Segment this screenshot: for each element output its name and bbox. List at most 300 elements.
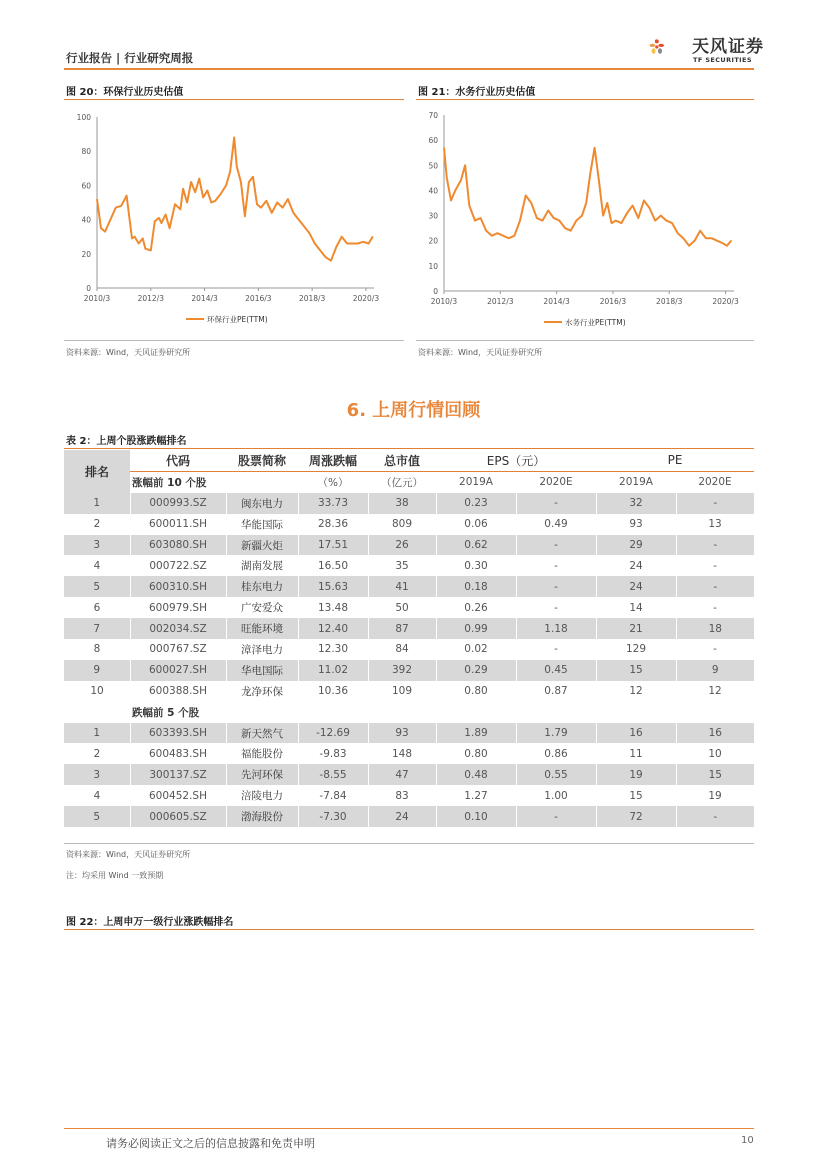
chart-water-pe — [416, 105, 754, 335]
cell-code: 600011.SH — [149, 518, 207, 531]
data-point — [655, 220, 656, 221]
data-point — [180, 209, 181, 210]
data-point — [368, 243, 369, 244]
logo-name-cn: 天风证券 — [692, 37, 764, 57]
data-point — [607, 202, 608, 203]
cell-pe-2020: 10 — [708, 747, 722, 760]
cell-pe-2019: 21 — [596, 618, 676, 639]
cell-pe-2019: 11 — [629, 747, 643, 760]
header-cap-unit: （亿元） — [381, 476, 423, 489]
cell-eps-2020: - — [554, 601, 558, 614]
data-point — [503, 235, 504, 236]
data-point — [486, 230, 487, 231]
data-point — [660, 215, 661, 216]
cell-rank: 5 — [64, 576, 130, 597]
data-point — [576, 220, 577, 221]
cell-cap: 83 — [395, 789, 409, 802]
x-tick-label: 2010/3 — [430, 297, 458, 306]
data-point — [271, 212, 272, 213]
cell-pe-2020: - — [676, 576, 754, 597]
data-point — [182, 188, 183, 189]
y-tick-label: 40 — [81, 215, 91, 225]
data-point — [694, 240, 695, 241]
data-point — [142, 238, 143, 239]
data-point — [469, 205, 470, 206]
data-point — [443, 147, 444, 148]
data-point — [357, 243, 358, 244]
cell-rank: 5 — [64, 806, 130, 827]
cell-eps-2020: - — [554, 559, 558, 572]
table-row — [64, 514, 754, 535]
figure-20-top-rule — [64, 99, 404, 100]
legend-label: 水务行业PE(TTM) — [565, 318, 626, 327]
cell-eps-2020: 1.00 — [544, 789, 568, 802]
data-point — [104, 231, 105, 232]
cell-cap: 41 — [368, 576, 436, 597]
data-point — [514, 235, 515, 236]
cell-name: 渤海股份 — [226, 806, 298, 827]
cell-rank: 8 — [93, 643, 101, 656]
data-point — [705, 238, 706, 239]
cell-pe-2019: 129 — [625, 643, 647, 656]
cell-change: 12.30 — [317, 643, 349, 656]
data-point — [236, 166, 237, 167]
cell-name: 旺能环境 — [226, 618, 298, 639]
data-point — [161, 222, 162, 223]
table-row — [64, 576, 754, 597]
table-title: 表 2：上周个股涨跌幅排名 — [66, 436, 187, 447]
data-point — [649, 207, 650, 208]
cell-eps-2019: 0.10 — [436, 806, 516, 827]
data-point — [100, 228, 101, 229]
data-point — [347, 243, 348, 244]
footer-disclaimer: 请务必阅读正文之后的信息披露和免责申明 — [106, 1137, 315, 1150]
data-point — [240, 181, 241, 182]
cell-pe-2020: 16 — [676, 723, 754, 744]
y-tick-label: 0 — [433, 287, 438, 296]
cell-rank: 3 — [64, 764, 130, 785]
table-header-row-2 — [64, 471, 754, 492]
data-point — [260, 207, 261, 208]
data-point — [230, 171, 231, 172]
cell-cap: 38 — [368, 493, 436, 514]
cell-eps-2020: 1.18 — [516, 618, 596, 639]
data-point — [110, 219, 111, 220]
data-point — [252, 176, 253, 177]
cell-change: -8.55 — [298, 764, 368, 785]
table-row — [64, 785, 754, 806]
table-row — [64, 660, 754, 681]
data-point — [726, 245, 727, 246]
page-number: 10 — [741, 1135, 754, 1146]
cell-cap: 35 — [395, 559, 409, 572]
table-note: 注：均采用 Wind 一致预期 — [66, 871, 164, 880]
cell-code: 603393.SH — [130, 723, 226, 744]
cell-pe-2019: 24 — [596, 576, 676, 597]
cell-pe-2020: 19 — [708, 789, 722, 802]
data-point — [336, 246, 337, 247]
cell-name: 先河环保 — [226, 764, 298, 785]
cell-rank: 7 — [64, 618, 130, 639]
table-top-rule — [64, 448, 754, 449]
cell-change: 10.36 — [317, 685, 349, 698]
cell-code: 000767.SZ — [149, 643, 207, 656]
data-point — [220, 193, 221, 194]
cell-name: 桂东电力 — [226, 576, 298, 597]
cell-rank: 1 — [64, 723, 130, 744]
cell-pe-2019: 24 — [629, 559, 643, 572]
data-point — [352, 243, 353, 244]
header-code: 代码 — [165, 453, 190, 468]
cell-rank: 3 — [64, 535, 130, 556]
cell-name: 漳泽电力 — [241, 643, 283, 656]
data-point — [303, 226, 304, 227]
data-point — [121, 205, 122, 206]
cell-eps-2020: - — [516, 806, 596, 827]
header-eps-2020: 2020E — [539, 476, 573, 489]
data-point — [325, 257, 326, 258]
data-point — [536, 217, 537, 218]
x-tick-label: 2014/3 — [191, 294, 218, 303]
cell-cap: 392 — [368, 660, 436, 681]
data-point — [165, 214, 166, 215]
data-point — [722, 243, 723, 244]
cell-eps-2020: 0.45 — [516, 660, 596, 681]
cell-rank: 4 — [93, 789, 101, 802]
cell-name: 湖南发展 — [241, 560, 283, 573]
stock-ranking-table — [64, 450, 754, 827]
data-point — [134, 236, 135, 237]
cell-name: 福能股份 — [241, 748, 283, 761]
data-point — [474, 220, 475, 221]
logo-name-en: TF SECURITIES — [693, 56, 752, 64]
footer-divider — [64, 1128, 754, 1129]
data-point — [293, 212, 294, 213]
cell-eps-2019: 0.30 — [464, 559, 488, 572]
data-point — [711, 238, 712, 239]
data-point — [598, 180, 599, 181]
data-point — [341, 236, 342, 237]
data-point — [688, 245, 689, 246]
figure-20-source: 资料来源：Wind，天风证券研究所 — [66, 348, 191, 357]
cell-pe-2019: 72 — [596, 806, 676, 827]
cell-code: 002034.SZ — [130, 618, 226, 639]
cell-change: 16.50 — [317, 559, 349, 572]
series-line — [97, 138, 373, 261]
cell-pe-2020: - — [676, 535, 754, 556]
data-point — [671, 223, 672, 224]
data-point — [363, 241, 364, 242]
data-point — [586, 202, 587, 203]
cell-code: 600979.SH — [149, 601, 207, 614]
cell-code: 600310.SH — [130, 576, 226, 597]
cell-eps-2020: 1.79 — [516, 723, 596, 744]
data-point — [491, 235, 492, 236]
cell-change: 28.36 — [317, 518, 349, 531]
cell-code: 600452.SH — [149, 789, 207, 802]
header-eps-2019: 2019A — [459, 476, 493, 489]
figure-21-title: 图 21：水务行业历史估值 — [418, 87, 536, 98]
cell-cap: 148 — [391, 747, 413, 760]
data-point — [638, 217, 639, 218]
cell-eps-2019: 1.27 — [464, 789, 488, 802]
cell-cap: 47 — [368, 764, 436, 785]
data-point — [248, 181, 249, 182]
cell-change: 11.02 — [298, 660, 368, 681]
cell-eps-2019: 0.99 — [436, 618, 516, 639]
cell-eps-2019: 0.48 — [436, 764, 516, 785]
cell-pe-2020: 18 — [676, 618, 754, 639]
cell-eps-2020: 0.87 — [544, 685, 568, 698]
y-tick-label: 50 — [428, 161, 438, 171]
data-point — [559, 220, 560, 221]
data-point — [446, 177, 447, 178]
data-point — [450, 200, 451, 201]
data-point — [126, 195, 127, 196]
report-header: 行业报告 | 行业研究周报 — [66, 51, 194, 65]
cell-cap: 109 — [391, 685, 413, 698]
cell-change: -7.84 — [319, 789, 347, 802]
cell-name: 龙净环保 — [241, 685, 283, 698]
cell-cap: 84 — [395, 643, 409, 656]
header-cap: 总市值 — [383, 453, 420, 468]
data-point — [150, 250, 151, 251]
data-point — [309, 233, 310, 234]
cell-eps-2020: 0.49 — [544, 518, 568, 531]
cell-cap: 87 — [368, 618, 436, 639]
data-point — [207, 190, 208, 191]
y-tick-label: 20 — [428, 236, 438, 246]
logo-petal-top — [655, 39, 659, 43]
data-point — [497, 233, 498, 234]
cell-cap: 809 — [391, 518, 413, 531]
cell-rank: 4 — [93, 559, 101, 572]
cell-pe-2020: 9 — [676, 660, 754, 681]
data-point — [199, 178, 200, 179]
cell-pe-2019: 16 — [596, 723, 676, 744]
table-row — [64, 618, 754, 639]
cell-eps-2019: 1.89 — [436, 723, 516, 744]
table-header-row-1 — [64, 450, 754, 471]
data-point — [643, 200, 644, 201]
data-point — [277, 202, 278, 203]
cell-eps-2019: 0.80 — [464, 747, 488, 760]
cell-cap: 26 — [368, 535, 436, 556]
data-point — [195, 192, 196, 193]
cell-code: 000605.SZ — [130, 806, 226, 827]
header-pe-2019: 2019A — [619, 476, 653, 489]
data-point — [455, 190, 456, 191]
header-pe-2020: 2020E — [698, 476, 732, 489]
cell-pe-2020: 15 — [676, 764, 754, 785]
x-tick-label: 2016/3 — [245, 294, 272, 303]
cell-pe-2019: 12 — [629, 685, 643, 698]
cell-code: 600483.SH — [149, 747, 207, 760]
data-point — [282, 207, 283, 208]
data-point — [531, 202, 532, 203]
figure-20-bottom-rule — [64, 340, 404, 341]
cell-change: -9.83 — [319, 747, 347, 760]
x-tick-label: 2020/3 — [712, 297, 739, 306]
figure-20-title: 图 20：环保行业历史估值 — [66, 87, 184, 98]
data-point — [211, 202, 212, 203]
legend-label: 环保行业PE(TTM) — [207, 315, 268, 324]
y-tick-label: 70 — [428, 111, 438, 120]
data-point — [677, 233, 678, 234]
cell-cap: 93 — [368, 723, 436, 744]
cell-code: 600027.SH — [130, 660, 226, 681]
data-point — [621, 223, 622, 224]
table-source: 资料来源：Wind，天风证券研究所 — [66, 850, 191, 859]
cell-change: 33.73 — [298, 493, 368, 514]
data-point — [581, 215, 582, 216]
logo-petal-left — [650, 44, 656, 47]
cell-pe-2019: 19 — [596, 764, 676, 785]
cell-change: 15.63 — [298, 576, 368, 597]
cell-pe-2020: - — [713, 643, 717, 656]
y-tick-label: 20 — [81, 249, 91, 259]
logo-center — [655, 45, 658, 48]
cell-eps-2019: 0.29 — [436, 660, 516, 681]
data-point — [519, 220, 520, 221]
figure-21-top-rule — [416, 99, 754, 100]
data-point — [480, 217, 481, 218]
table-row — [64, 493, 754, 514]
table-row — [64, 555, 754, 576]
data-point — [287, 198, 288, 199]
data-point — [700, 230, 701, 231]
table-row — [64, 743, 754, 764]
header-change-unit: （%） — [317, 476, 349, 489]
bottom-5-label: 跌幅前 5 个股 — [132, 706, 200, 719]
x-tick-label: 2014/3 — [543, 297, 570, 306]
logo-petal-bottom-right — [658, 48, 662, 54]
cell-pe-2020: - — [676, 493, 754, 514]
cell-pe-2019: 14 — [629, 601, 643, 614]
header-pe: PE — [667, 453, 683, 468]
cell-change: -7.30 — [298, 806, 368, 827]
table-row — [64, 597, 754, 618]
cell-name: 新天然气 — [226, 723, 298, 744]
cell-name: 闽东电力 — [226, 493, 298, 514]
data-point — [570, 230, 571, 231]
data-point — [131, 238, 132, 239]
data-point — [225, 185, 226, 186]
header-rank: 排名 — [64, 450, 130, 493]
cell-rank: 2 — [93, 747, 101, 760]
data-point — [683, 238, 684, 239]
chart-environmental-pe — [64, 105, 404, 335]
y-tick-label: 80 — [81, 147, 91, 157]
cell-code: 000722.SZ — [149, 559, 207, 572]
data-point — [525, 195, 526, 196]
data-point — [330, 260, 331, 261]
data-point — [169, 228, 170, 229]
cell-pe-2019: 32 — [596, 493, 676, 514]
y-tick-label: 0 — [86, 284, 91, 293]
data-point — [542, 220, 543, 221]
cell-name: 华电国际 — [226, 660, 298, 681]
data-point — [508, 238, 509, 239]
cell-pe-2020: - — [713, 601, 717, 614]
cell-eps-2019: 0.02 — [464, 643, 488, 656]
cell-eps-2020: - — [516, 576, 596, 597]
data-point — [548, 210, 549, 211]
cell-pe-2020: - — [676, 806, 754, 827]
y-tick-label: 60 — [81, 181, 91, 191]
data-point — [154, 221, 155, 222]
cell-eps-2019: 0.80 — [464, 685, 488, 698]
data-point — [203, 197, 204, 198]
cell-name: 广安爱众 — [241, 602, 283, 615]
cell-name: 涪陵电力 — [241, 790, 283, 803]
cell-eps-2019: 0.26 — [464, 601, 488, 614]
table-row — [64, 764, 754, 785]
cell-eps-2019: 0.23 — [436, 493, 516, 514]
cell-eps-2019: 0.62 — [436, 535, 516, 556]
cell-eps-2020: - — [554, 643, 558, 656]
logo-petal-right — [658, 44, 664, 47]
data-point — [590, 172, 591, 173]
cell-eps-2020: - — [516, 535, 596, 556]
y-tick-label: 100 — [76, 113, 91, 122]
cell-change: -12.69 — [298, 723, 368, 744]
logo-petal-bottom-left — [652, 48, 656, 54]
table-bottom-rule — [64, 843, 754, 844]
bottom-5-label-row — [64, 702, 754, 723]
data-point — [314, 243, 315, 244]
figure-22-top-rule — [64, 929, 754, 930]
cell-eps-2020: 0.86 — [544, 747, 568, 760]
cell-pe-2020: 13 — [708, 518, 722, 531]
cell-rank: 2 — [93, 518, 101, 531]
cell-cap: 24 — [368, 806, 436, 827]
data-point — [372, 236, 373, 237]
cell-rank: 6 — [93, 601, 101, 614]
x-tick-label: 2020/3 — [352, 294, 380, 303]
data-point — [115, 207, 116, 208]
table-row — [64, 723, 754, 744]
x-tick-label: 2018/3 — [298, 294, 326, 303]
data-point — [717, 240, 718, 241]
data-point — [626, 212, 627, 213]
cell-rank: 9 — [64, 660, 130, 681]
data-point — [174, 204, 175, 205]
x-tick-label: 2012/3 — [487, 297, 514, 306]
data-point — [96, 198, 97, 199]
data-point — [320, 250, 321, 251]
data-point — [594, 147, 595, 148]
cell-change: 17.51 — [298, 535, 368, 556]
cell-pe-2019: 93 — [629, 518, 643, 531]
cell-pe-2019: 15 — [596, 660, 676, 681]
y-tick-label: 40 — [428, 186, 438, 196]
figure-21-bottom-rule — [416, 340, 754, 341]
data-point — [602, 215, 603, 216]
table-row — [64, 806, 754, 827]
data-point — [460, 180, 461, 181]
cell-rank: 1 — [64, 493, 130, 514]
cell-eps-2019: 0.06 — [464, 518, 488, 531]
cell-code: 600388.SH — [149, 685, 207, 698]
data-point — [564, 228, 565, 229]
cell-eps-2019: 0.18 — [436, 576, 516, 597]
data-point — [266, 200, 267, 201]
header-eps: EPS（元） — [486, 453, 546, 468]
x-tick-label: 2018/3 — [656, 297, 683, 306]
cell-pe-2020: 12 — [708, 685, 722, 698]
x-tick-label: 2016/3 — [599, 297, 627, 306]
